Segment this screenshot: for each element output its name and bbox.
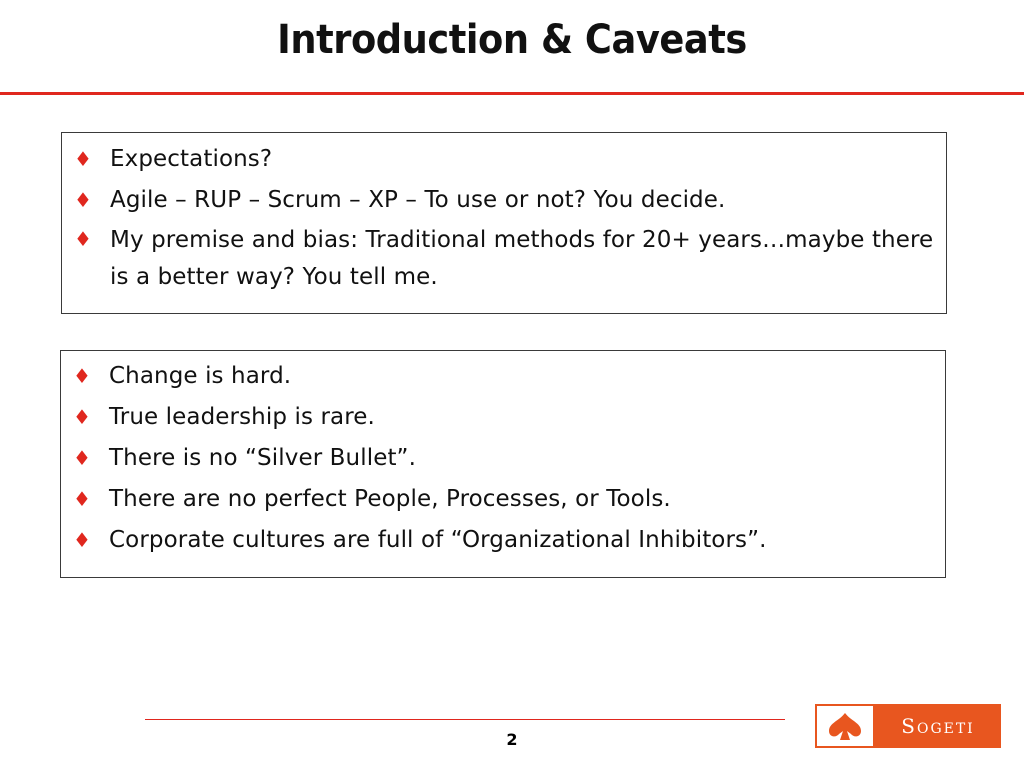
- title-divider: [0, 92, 1024, 95]
- list-item: [62, 139, 946, 180]
- sogeti-logo: [815, 704, 1001, 748]
- list-item: [61, 479, 945, 520]
- intro-list: [62, 133, 946, 296]
- intro-box: [61, 132, 947, 314]
- footer-divider: [145, 719, 785, 720]
- diamond-bullet-icon: ♦: [73, 405, 92, 429]
- list-item-text: Change is hard.: [109, 363, 292, 389]
- diamond-bullet-icon: ♦: [74, 188, 93, 212]
- list-item-text: True leadership is rare.: [109, 404, 375, 430]
- diamond-bullet-icon: ♦: [73, 487, 92, 511]
- list-item-text: My premise and bias: Traditional methods for 20+ years…maybe there is a better way? You tell me.: [110, 227, 934, 290]
- diamond-bullet-icon: ♦: [73, 364, 92, 388]
- caveats-box: [60, 350, 946, 578]
- diamond-bullet-icon: ♦: [73, 528, 92, 552]
- list-item-text: Corporate cultures are full of “Organizational Inhibitors”.: [109, 527, 767, 553]
- list-item: [61, 397, 945, 438]
- list-item: [61, 438, 945, 479]
- logo-wordmark: Sogeti: [901, 714, 975, 738]
- spade-icon-svg: [825, 709, 865, 743]
- list-item: [62, 221, 946, 296]
- spade-icon: [815, 704, 875, 748]
- diamond-bullet-icon: ♦: [73, 446, 92, 470]
- list-item-text: There are no perfect People, Processes, or Tools.: [109, 486, 671, 512]
- diamond-bullet-icon: ♦: [74, 227, 93, 251]
- slide-title: Introduction & Caveats: [277, 17, 747, 63]
- list-item-text: Agile – RUP – Scrum – XP – To use or not? You decide.: [110, 187, 726, 213]
- list-item: [61, 356, 945, 397]
- caveats-list: [61, 351, 945, 561]
- list-item-text: There is no “Silver Bullet”.: [109, 445, 416, 471]
- page-number: 2: [506, 730, 518, 749]
- list-item: [61, 520, 945, 561]
- list-item: [62, 180, 946, 221]
- list-item-text: Expectations?: [110, 146, 273, 172]
- diamond-bullet-icon: ♦: [74, 147, 93, 171]
